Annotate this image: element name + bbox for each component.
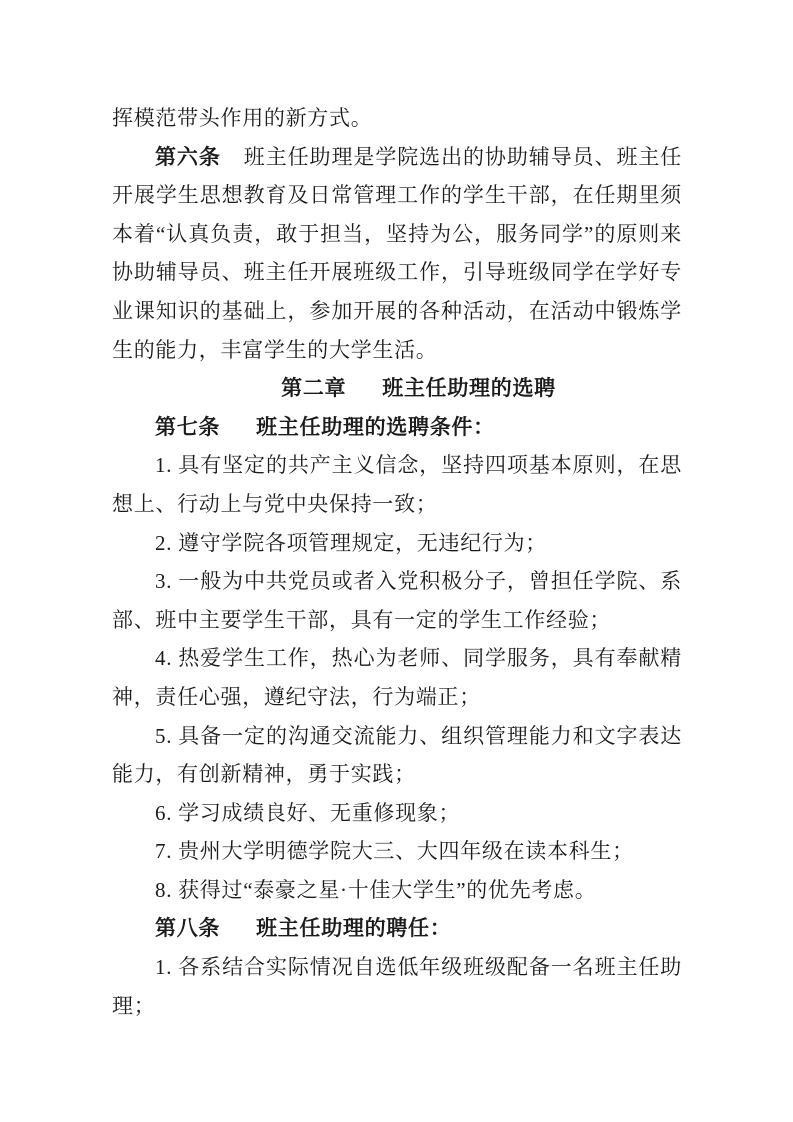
chapter-2-heading [112, 369, 682, 408]
condition-item-4-text: 4. 热爱学生工作，热心为老师、同学服务，具有奉献精神，责任心强，遵纪守法，行为端正； [112, 646, 682, 709]
condition-item-1 [112, 446, 682, 523]
condition-item-8 [112, 871, 682, 910]
article-8-title: 班主任助理的聘任： [256, 916, 452, 941]
chapter-2-label: 第二章 [281, 376, 347, 401]
condition-item-4 [112, 639, 682, 716]
article-6-paragraph [112, 138, 682, 370]
article-7-title: 班主任助理的选聘条件： [256, 414, 495, 439]
appointment-item-1 [112, 948, 682, 1025]
condition-item-1-text: 1. 具有坚定的共产主义信念，坚持四项基本原则，在思想上、行动上与党中央保持一致； [112, 453, 682, 516]
article-6-text: 班主任助理是学院选出的协助辅导员、班主任开展学生思想教育及日常管理工作的学生干部，在任期里须本着“认真负责，敢于担当，坚持为公，服务同学”的原则来协助辅导员、班主任开展班级工作，引导班级同学在学好专业课知识的基础上，参加开展的各种活动，在活动中锻炼学生的能力，丰富学生的大学生活。 [112, 144, 683, 362]
article-7-heading [112, 408, 682, 447]
condition-item-5 [112, 717, 682, 794]
chapter-2-title: 班主任助理的选聘 [382, 376, 556, 401]
condition-item-3 [112, 562, 682, 639]
condition-item-3-text: 3. 一般为中共党员或者入党积极分子，曾担任学院、系部、班中主要学生干部，具有一定的学生工作经验； [112, 569, 682, 632]
condition-item-2-text: 2. 遵守学院各项管理规定，无违纪行为； [155, 530, 547, 555]
paragraph-text: 挥模范带头作用的新方式。 [112, 106, 373, 130]
condition-item-6-text: 6. 学习成绩良好、无重修现象； [155, 800, 461, 825]
condition-item-6 [112, 794, 682, 833]
article-6-label: 第六条 [155, 144, 221, 169]
condition-item-5-text: 5. 具备一定的沟通交流能力、组织管理能力和文字表达能力，有创新精神，勇于实践； [112, 723, 682, 787]
paragraph-continuation [112, 99, 682, 138]
condition-item-2 [112, 524, 682, 563]
article-8-label: 第八条 [155, 916, 221, 941]
condition-item-8-text: 8. 获得过“泰豪之星·十佳大学生”的优先考虑。 [155, 877, 597, 902]
article-8-heading [112, 909, 682, 948]
condition-item-7-text: 7. 贵州大学明德学院大三、大四年级在读本科生； [155, 839, 634, 864]
condition-item-7 [112, 832, 682, 871]
article-7-label: 第七条 [155, 414, 221, 439]
appointment-item-1-text: 1. 各系结合实际情况自选低年级班级配备一名班主任助理； [112, 955, 682, 1018]
